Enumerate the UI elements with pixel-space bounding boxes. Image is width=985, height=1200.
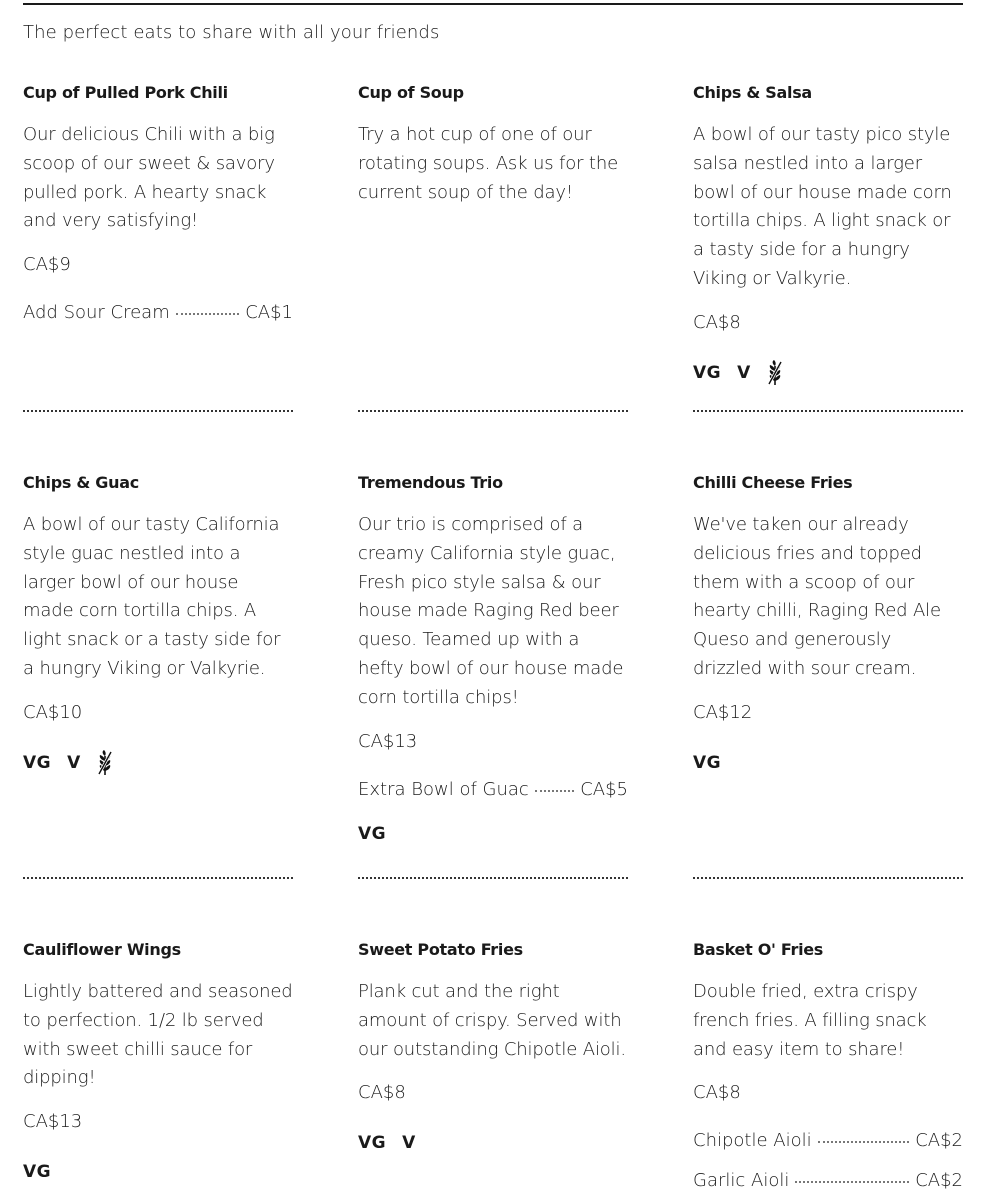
addon-row xyxy=(693,1170,963,1192)
item-name: Tremendous Trio xyxy=(358,473,503,492)
leader-dots xyxy=(795,1181,909,1183)
dietary-tags xyxy=(358,821,628,847)
addon-row xyxy=(693,1130,963,1152)
item-name: Cup of Soup xyxy=(358,83,464,102)
menu-item xyxy=(358,83,628,207)
menu-item xyxy=(23,940,293,1185)
item-price: CA$13 xyxy=(23,1111,83,1133)
item-description: Our trio is comprised of a creamy California style guac, Fresh pico style salsa & our house made Raging Red beer queso. Teamed up with a hefty bowl of our house made corn tortilla chips! xyxy=(358,514,624,708)
item-description: Plank cut and the right amount of crispy. Served with our outstanding Chipotle Aioli. xyxy=(358,981,626,1060)
item-price: CA$13 xyxy=(358,730,418,752)
addon-name: Chipotle Aioli xyxy=(693,1130,812,1152)
menu-item xyxy=(693,83,963,386)
dietary-tags xyxy=(693,750,963,776)
addon-row xyxy=(358,779,628,801)
menu-section-intro: The perfect eats to share with all your friends xyxy=(23,22,440,43)
item-divider xyxy=(23,877,293,879)
menu-item xyxy=(23,83,293,324)
dietary-tags xyxy=(693,360,963,386)
item-name: Chips & Salsa xyxy=(693,83,812,102)
item-price: CA$12 xyxy=(693,701,753,723)
addon-row xyxy=(23,302,293,324)
vegetarian-tag: VG xyxy=(693,752,722,773)
item-description: Try a hot cup of one of our rotating soups. Ask us for the current soup of the day! xyxy=(358,124,618,203)
item-name: Sweet Potato Fries xyxy=(358,940,523,959)
vegetarian-tag: VG xyxy=(358,1133,387,1154)
addon-price: CA$5 xyxy=(580,778,628,800)
item-name: Cup of Pulled Pork Chili xyxy=(23,83,228,102)
item-description: We've taken our already delicious fries and topped them with a scoop of our hearty chilli, Raging Red Ale Queso and generously drizzled with sour cream. xyxy=(693,514,941,679)
vegetarian-tag: VG xyxy=(693,362,722,383)
vegetarian-tag: VG xyxy=(23,752,52,773)
item-divider xyxy=(358,410,628,412)
item-description: A bowl of our tasty pico style salsa nestled into a larger bowl of our house made corn tortilla chips. A light snack or a tasty side for a hungry Viking or Valkyrie. xyxy=(693,124,952,289)
item-divider xyxy=(693,877,963,879)
item-divider xyxy=(358,877,628,879)
top-rule xyxy=(23,3,963,5)
item-price: CA$8 xyxy=(693,311,741,333)
gluten-free-wheat-icon xyxy=(767,360,783,386)
addon-name: Add Sour Cream xyxy=(23,302,170,324)
addon-name: Garlic Aioli xyxy=(693,1170,790,1192)
item-name: Basket O' Fries xyxy=(693,940,824,959)
item-name: Chilli Cheese Fries xyxy=(693,473,853,492)
vegetarian-tag: VG xyxy=(358,823,387,844)
item-name: Cauliflower Wings xyxy=(23,940,181,959)
leader-dots xyxy=(818,1141,910,1143)
item-description: Our delicious Chili with a big scoop of our sweet & savory pulled pork. A hearty snack and very satisfying! xyxy=(23,124,275,232)
addon-price: CA$1 xyxy=(245,302,293,324)
dietary-tags xyxy=(358,1130,628,1156)
item-name: Chips & Guac xyxy=(23,473,139,492)
item-price: CA$8 xyxy=(358,1082,406,1104)
item-description: Lightly battered and seasoned to perfection. 1/2 lb served with sweet chilli sauce for dipping! xyxy=(23,981,293,1089)
leader-dots xyxy=(535,790,574,792)
menu-item xyxy=(358,940,628,1156)
menu-item xyxy=(693,940,963,1192)
dietary-tags xyxy=(23,750,293,776)
addon-name: Extra Bowl of Guac xyxy=(358,778,529,800)
item-divider xyxy=(693,410,963,412)
vegan-tag: V xyxy=(737,362,751,383)
item-price: CA$9 xyxy=(23,254,71,276)
leader-dots xyxy=(176,313,239,315)
menu-item xyxy=(693,473,963,776)
gluten-free-wheat-icon xyxy=(97,750,113,776)
item-price: CA$8 xyxy=(693,1082,741,1104)
addon-price: CA$2 xyxy=(915,1130,963,1152)
item-price: CA$10 xyxy=(23,701,83,723)
vegan-tag: V xyxy=(402,1133,416,1154)
vegan-tag: V xyxy=(67,752,81,773)
vegetarian-tag: VG xyxy=(23,1162,52,1183)
menu-item xyxy=(23,473,293,776)
addon-price: CA$2 xyxy=(915,1170,963,1192)
item-description: Double fried, extra crispy french fries. A filling snack and easy item to share! xyxy=(693,981,927,1060)
menu-item xyxy=(358,473,628,847)
dietary-tags xyxy=(23,1159,293,1185)
item-divider xyxy=(23,410,293,412)
item-description: A bowl of our tasty California style guac nestled into a larger bowl of our house made corn tortilla chips. A light snack or a tasty side for a hungry Viking or Valkyrie. xyxy=(23,514,281,679)
